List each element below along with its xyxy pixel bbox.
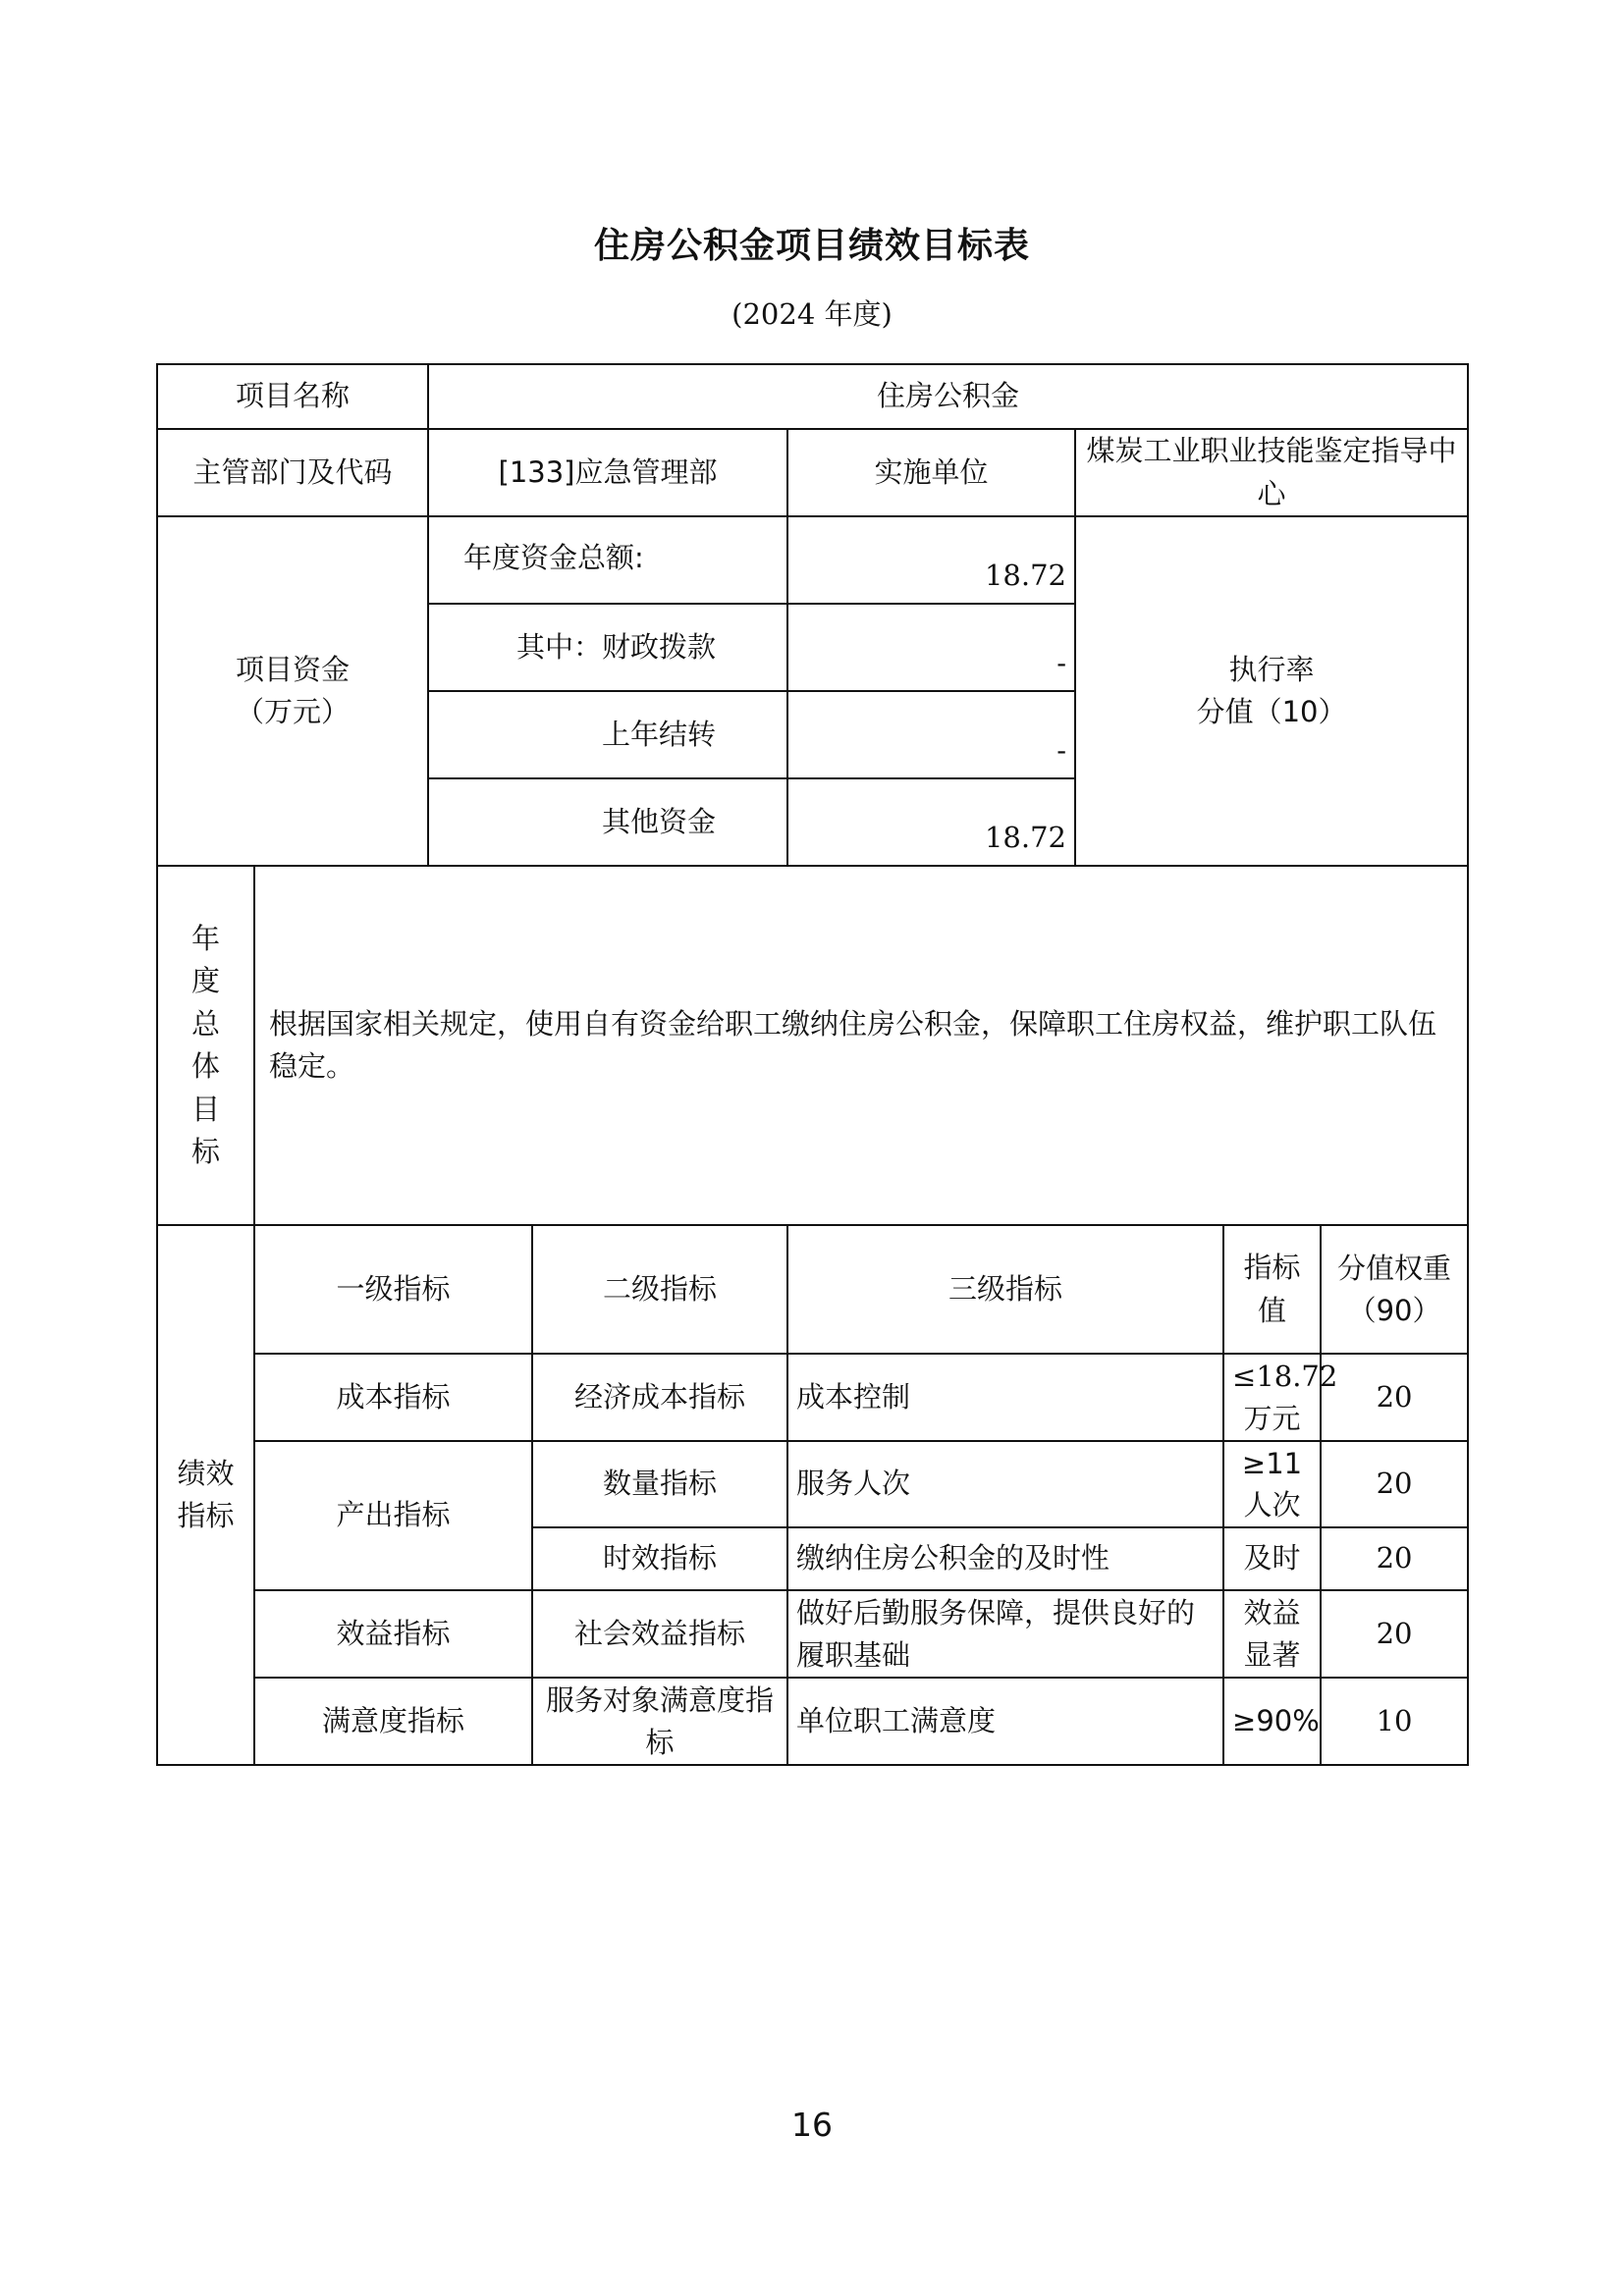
- indicator-row: [157, 1590, 1468, 1678]
- indicator-value: ≤18.72万元: [1223, 1354, 1321, 1441]
- indicator-level2: 社会效益指标: [532, 1590, 787, 1678]
- indicator-weight: 20: [1321, 1441, 1468, 1527]
- indicator-level2: 时效指标: [532, 1527, 787, 1590]
- department-label: 主管部门及代码: [157, 429, 428, 516]
- annual-goal-label-char: 目: [190, 1092, 220, 1126]
- indicator-weight: 20: [1321, 1354, 1468, 1441]
- document-title: 住房公积金项目绩效目标表: [593, 226, 1030, 266]
- header-weight: 分值权重（90）: [1321, 1225, 1468, 1354]
- header-level1: 一级指标: [254, 1225, 532, 1354]
- carryover-funds-value: -: [787, 691, 1075, 778]
- annual-goal-label-char: 标: [190, 1135, 220, 1168]
- department-value: [133]应急管理部: [428, 429, 787, 516]
- indicator-weight: 10: [1321, 1678, 1468, 1765]
- project-name-label: 项目名称: [157, 364, 428, 429]
- project-funds-label: [157, 516, 428, 866]
- indicator-row: [157, 1678, 1468, 1765]
- indicator-level3: 单位职工满意度: [787, 1678, 1223, 1765]
- indicator-level2: 经济成本指标: [532, 1354, 787, 1441]
- header-level2: 二级指标: [532, 1225, 787, 1354]
- indicator-level3: 做好后勤服务保障，提供良好的履职基础: [787, 1590, 1223, 1678]
- project-funds-label-line2: （万元）: [236, 695, 351, 728]
- annual-goal-label: [157, 866, 254, 1225]
- performance-indicators-label: [157, 1225, 254, 1765]
- header-value: 指标值: [1223, 1225, 1321, 1354]
- indicator-level3: 成本控制: [787, 1354, 1223, 1441]
- annual-goal-label-char: 年: [190, 921, 220, 955]
- project-name-value: 住房公积金: [428, 364, 1468, 429]
- execution-rate-label: 执行率: [1228, 652, 1315, 686]
- annual-goal-label-char: 体: [190, 1049, 220, 1083]
- performance-indicators-label-line1: 绩效: [177, 1456, 235, 1490]
- indicator-header-row: [157, 1225, 1468, 1354]
- fiscal-funds-value: -: [787, 604, 1075, 691]
- indicator-value: ≥90%: [1223, 1678, 1321, 1765]
- execution-rate-cell: [1075, 516, 1468, 866]
- total-funds-label: 年度资金总额:: [428, 516, 787, 604]
- indicator-level3: 服务人次: [787, 1441, 1223, 1527]
- indicator-level1: 效益指标: [254, 1590, 532, 1678]
- indicator-level1: 满意度指标: [254, 1678, 532, 1765]
- indicator-level1: 成本指标: [254, 1354, 532, 1441]
- annual-goal-label-char: 总: [190, 1006, 220, 1041]
- indicator-level2: 服务对象满意度指标: [532, 1678, 787, 1765]
- department-row: [157, 429, 1468, 516]
- indicator-weight: 20: [1321, 1527, 1468, 1590]
- funds-total-row: [157, 516, 1468, 604]
- implementing-unit-label: 实施单位: [787, 429, 1075, 516]
- implementing-unit-value: 煤炭工业职业技能鉴定指导中心: [1075, 429, 1468, 516]
- performance-target-table: [156, 363, 1469, 1766]
- indicator-level2: 数量指标: [532, 1441, 787, 1527]
- other-funds-label: 其他资金: [428, 778, 787, 866]
- execution-rate-score: 分值（10）: [1196, 695, 1347, 728]
- header-level3: 三级指标: [787, 1225, 1223, 1354]
- carryover-funds-label: 上年结转: [428, 691, 787, 778]
- document-subtitle: (2024 年度): [731, 297, 893, 331]
- annual-goal-label-char: 度: [190, 964, 220, 997]
- project-name-row: [157, 364, 1468, 429]
- indicator-value: 效益显著: [1223, 1590, 1321, 1678]
- indicator-value: ≥11 人次: [1223, 1441, 1321, 1527]
- annual-goal-text: 根据国家相关规定，使用自有资金给职工缴纳住房公积金，保障职工住房权益，维护职工队伍稳定。: [254, 866, 1468, 1225]
- total-funds-value: 18.72: [787, 516, 1075, 604]
- other-funds-value: 18.72: [787, 778, 1075, 866]
- indicator-weight: 20: [1321, 1590, 1468, 1678]
- page-number: 16: [791, 2106, 833, 2144]
- performance-indicators-label-line2: 指标: [177, 1499, 235, 1532]
- indicator-level1: 产出指标: [254, 1441, 532, 1590]
- indicator-row: [157, 1441, 1468, 1527]
- annual-goal-row: [157, 866, 1468, 1225]
- fiscal-funds-label: 其中：财政拨款: [428, 604, 787, 691]
- project-funds-label-line1: 项目资金: [236, 652, 351, 686]
- indicator-row: [157, 1354, 1468, 1441]
- indicator-value: 及时: [1223, 1527, 1321, 1590]
- indicator-level3: 缴纳住房公积金的及时性: [787, 1527, 1223, 1590]
